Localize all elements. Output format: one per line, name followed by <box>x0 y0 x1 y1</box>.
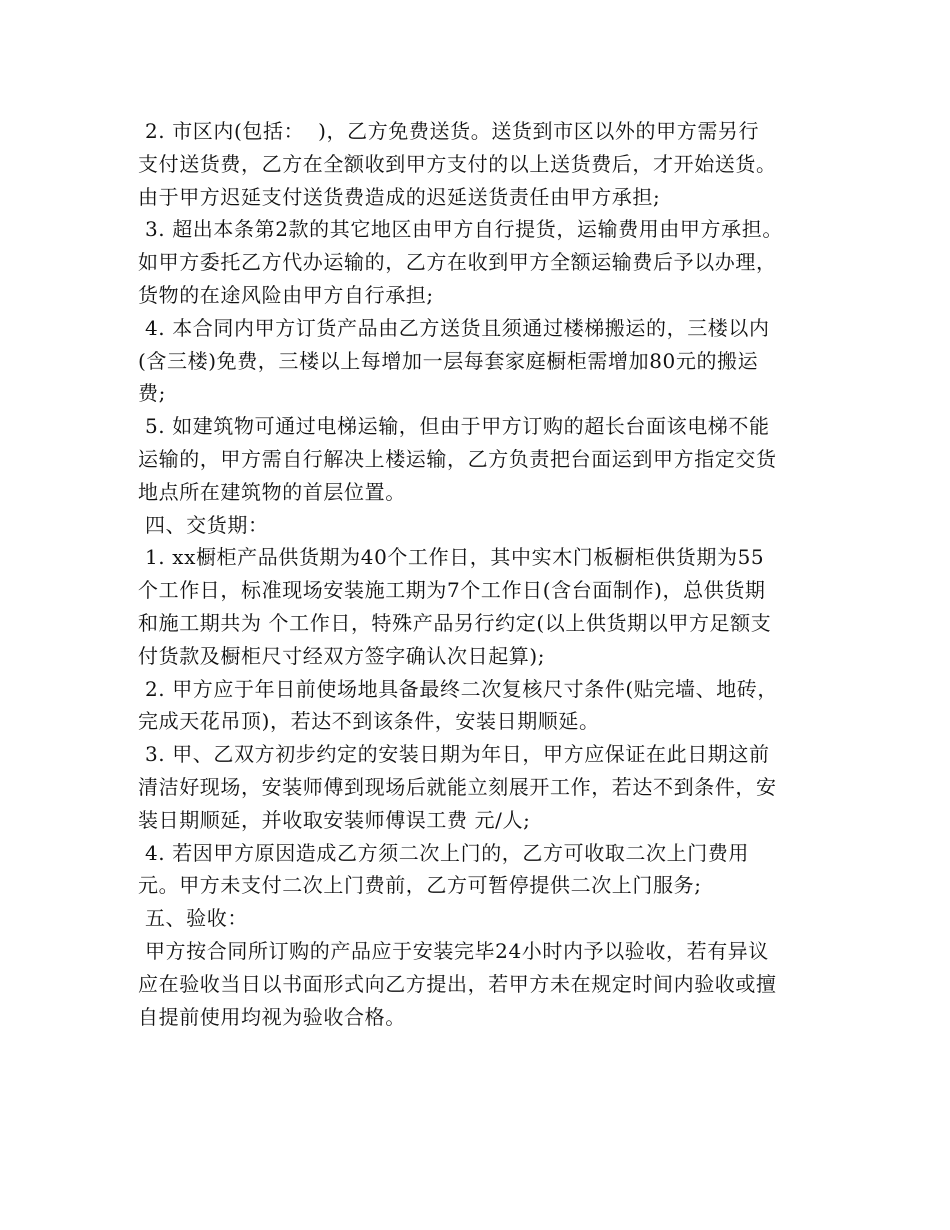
section-heading: 五、验收： <box>138 906 248 931</box>
text-line: 费; <box>138 381 166 406</box>
text-line: 地点所在建筑物的首层位置。 <box>138 479 406 504</box>
text-line: 完成天花吊顶)，若达不到该条件，安装日期顺延。 <box>138 709 600 734</box>
text-line: 4. 若因甲方原因造成乙方须二次上门的，乙方可收取二次上门费用 <box>138 840 749 865</box>
text-line: 如甲方委托乙方代办运输的，乙方在收到甲方全额运输费后予以办理， <box>138 250 777 275</box>
text-line: 4. 本合同内甲方订货产品由乙方送货且须通过楼梯搬运的，三楼以内 <box>138 315 770 340</box>
contract-text <box>138 115 838 1033</box>
text-line: 5. 如建筑物可通过电梯运输，但由于甲方订购的超长台面该电梯不能 <box>138 414 770 439</box>
text-line: 2. 甲方应于年日前使场地具备最终二次复核尺寸条件(贴完墙、地砖， <box>138 676 778 701</box>
text-line: 装日期顺延，并收取安装师傅误工费 元/人; <box>138 807 531 832</box>
text-line: 个工作日，标准现场安装施工期为7个工作日(含台面制作)，总供货期 <box>138 578 766 603</box>
text-line: 支付送货费，乙方在全额收到甲方支付的以上送货费后，才开始送货。 <box>138 151 777 176</box>
text-line: 由于甲方迟延支付送货费造成的迟延送货责任由甲方承担; <box>138 184 661 209</box>
text-line: 1. xx橱柜产品供货期为40个工作日，其中实木门板橱柜供货期为55 <box>138 545 765 570</box>
text-line: 元。甲方未支付二次上门费前，乙方可暂停提供二次上门服务; <box>138 873 702 898</box>
text-line: 甲方按合同所订购的产品应于安装完毕24小时内予以验收，若有异议 <box>138 938 770 963</box>
text-line: 自提前使用均视为验收合格。 <box>138 1004 406 1029</box>
text-line: 和施工期共为 个工作日，特殊产品另行约定(以上供货期以甲方足额支 <box>138 610 772 635</box>
section-heading: 四、交货期： <box>138 512 269 537</box>
text-line: 清洁好现场，安装师傅到现场后就能立刻展开工作，若达不到条件，安 <box>138 774 777 799</box>
text-line: 3. 超出本条第2款的其它地区由甲方自行提货，运输费用由甲方承担。 <box>138 217 783 242</box>
text-line: 货物的在途风险由甲方自行承担; <box>138 282 434 307</box>
text-line: 运输的，甲方需自行解决上楼运输，乙方负责把台面运到甲方指定交货 <box>138 446 777 471</box>
text-line: 应在验收当日以书面形式向乙方提出，若甲方未在规定时间内验收或擅 <box>138 971 777 996</box>
text-line: (含三楼)免费，三楼以上每增加一层每套家庭橱柜需增加80元的搬运 <box>138 348 759 373</box>
text-line: 3. 甲、乙双方初步约定的安装日期为年日，甲方应保证在此日期这前 <box>138 742 770 767</box>
text-line: 2. 市区内(包括： )，乙方免费送货。送货到市区以外的甲方需另行 <box>138 119 760 143</box>
text-line: 付货款及橱柜尺寸经双方签字确认次日起算); <box>138 643 546 668</box>
